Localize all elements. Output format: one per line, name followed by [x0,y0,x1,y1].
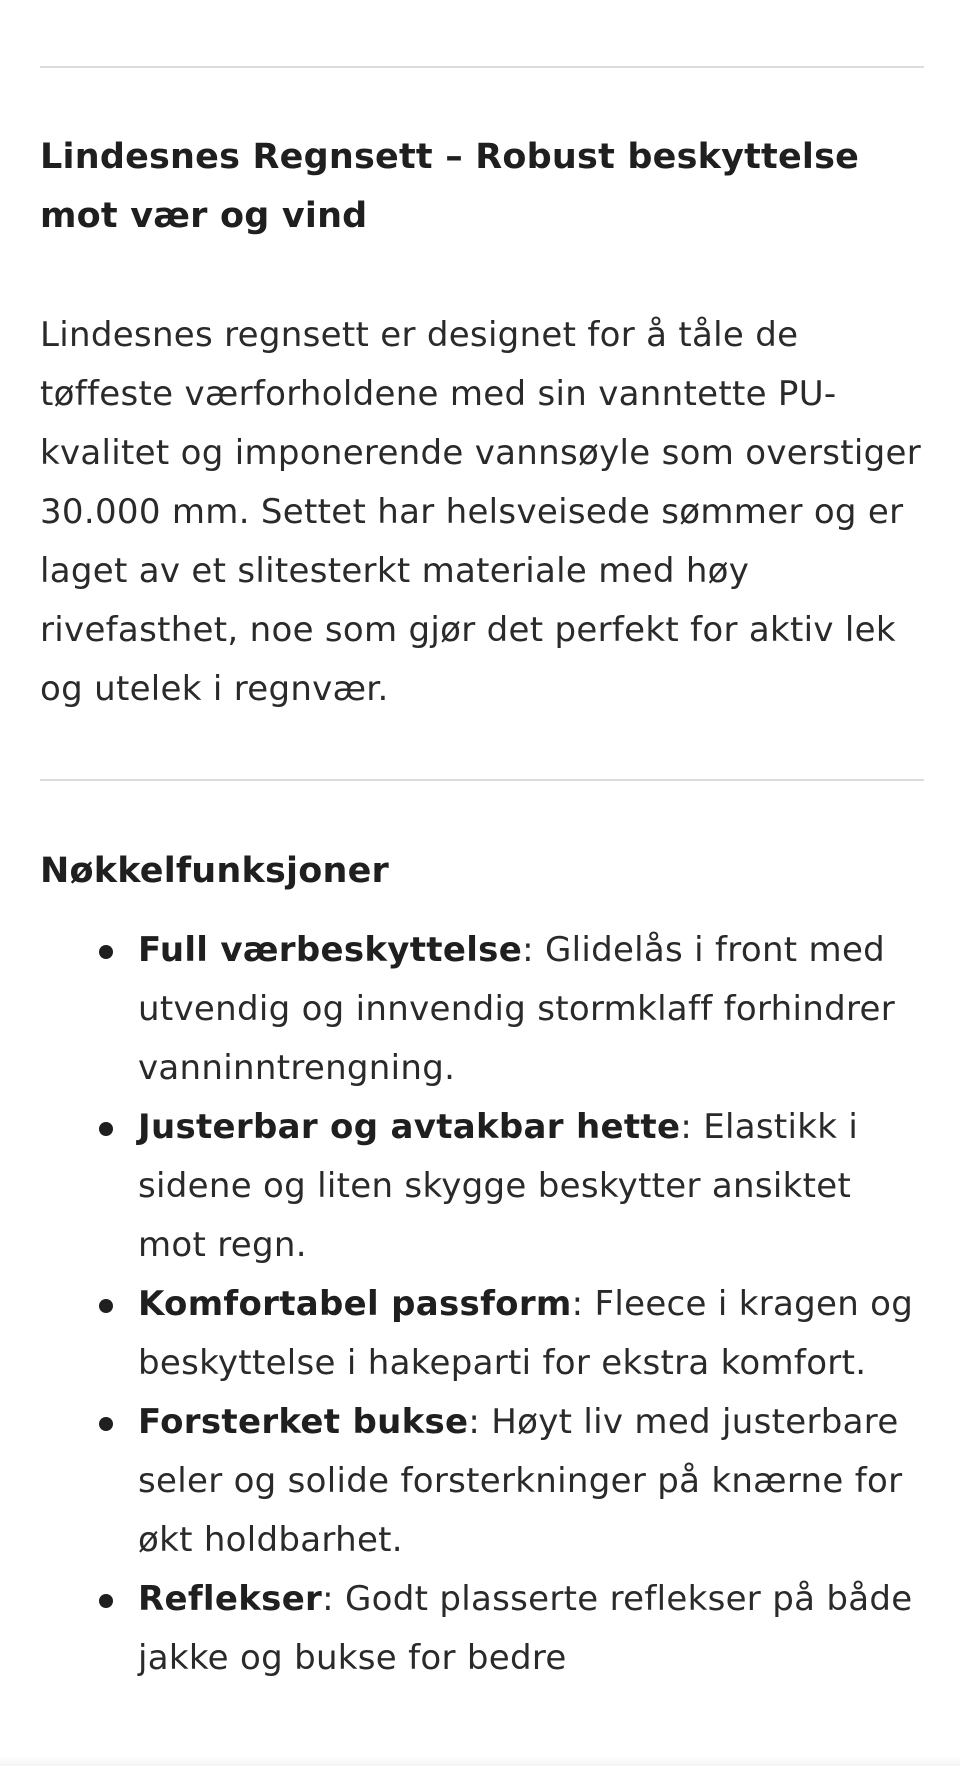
list-item [40,1275,924,1393]
feature-name: Forsterket bukse [138,1402,469,1442]
feature-list [40,921,924,1688]
list-item [40,1393,924,1570]
feature-text: : Godt plasserte reflekser på både jakke og bukse for bedre [138,1579,913,1678]
bullet-icon [99,1417,113,1431]
list-item [40,921,924,1098]
description-paragraph: Lindesnes regnsett er designet for å tåle de tøffeste værforholdene med sin vanntette PU-kvalitet og imponerende vannsøyle som overstiger 30.000 mm. Settet har helsveisede sømmer og er laget av et slitesterkt materiale med høy rivefasthet, noe som gjør det perfekt for aktiv lek og utelek i regnvær. [40,315,922,709]
bullet-icon [99,945,113,959]
product-description [40,0,924,1766]
bullet-icon [99,1299,113,1313]
feature-name: Justerbar og avtakbar hette [138,1107,681,1147]
feature-name: Full værbeskyttelse [138,930,523,970]
feature-text: : Glidelås i front med utvendig og innvendig stormklaff forhindrer vanninntrengning. [138,930,895,1088]
feature-name: Komfortabel passform [138,1284,572,1324]
feature-text: : Elastikk i sidene og liten skygge beskytter ansiktet mot regn. [138,1107,859,1265]
bullet-icon [99,1122,113,1136]
top-divider [40,66,924,68]
feature-text: : Høyt liv med justerbare seler og solide forsterkninger på knærne for økt holdbarhet. [138,1402,903,1560]
section-title: Lindesnes Regnsett – Robust beskyttelse mot vær og vind [40,137,860,236]
list-item [40,1098,924,1275]
feature-text: : Fleece i kragen og beskyttelse i hakeparti for ekstra komfort. [138,1284,914,1383]
section-divider [40,779,924,781]
features-heading: Nøkkelfunksjoner [40,851,390,891]
feature-name: Reflekser [138,1579,323,1619]
list-item [40,1570,924,1688]
bottom-edge [0,1756,960,1766]
bullet-icon [99,1594,113,1608]
